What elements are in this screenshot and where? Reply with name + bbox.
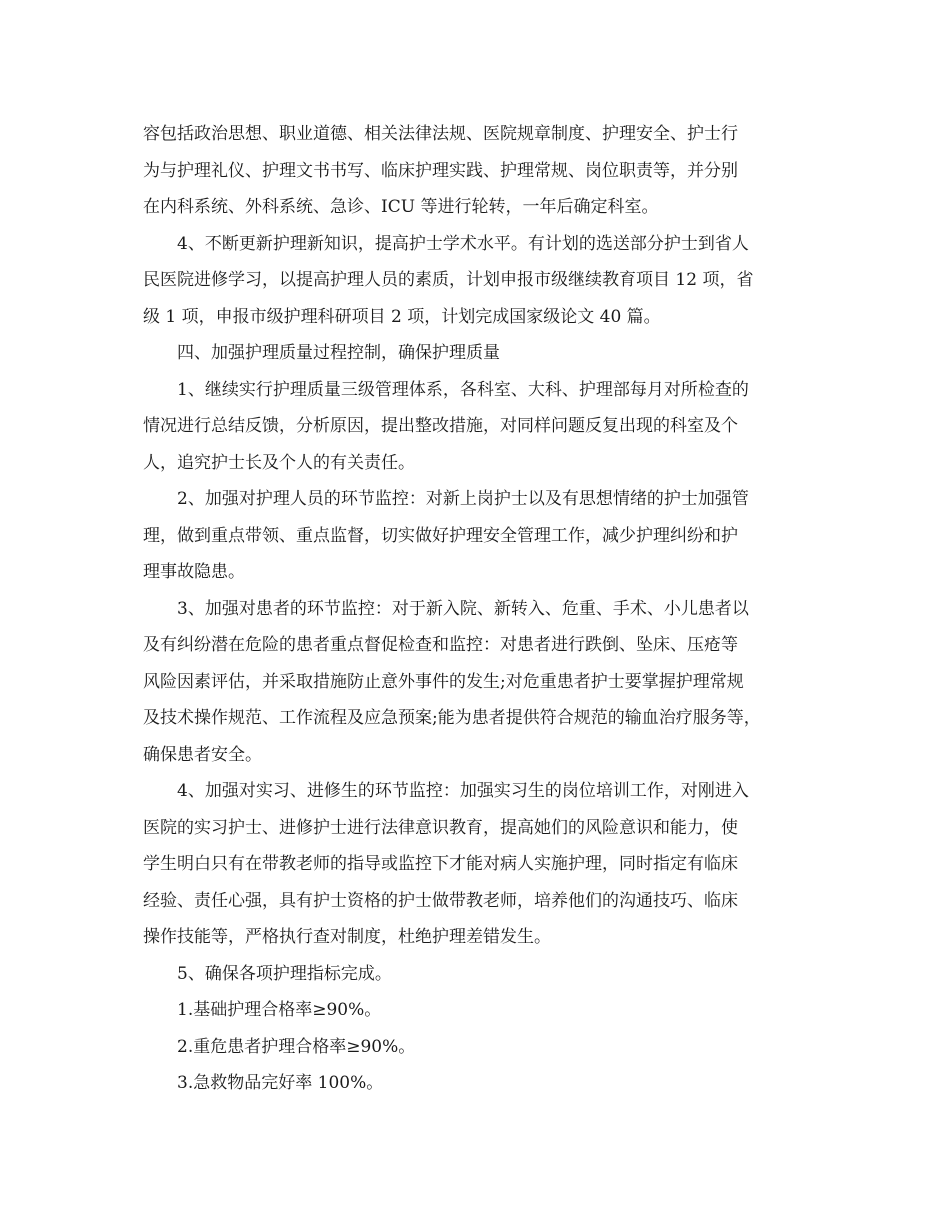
text-line: 4、加强对实习、进修生的环节监控：加强实习生的岗位培训工作，对刚进入 xyxy=(177,781,749,801)
indicator-emergency-supplies-rate xyxy=(143,1065,808,1102)
text-line: 风险因素评估，并采取措施防止意外事件的发生;对危重患者护士要掌握护理常规 xyxy=(143,671,744,692)
paragraph-item-4-knowledge xyxy=(143,226,808,336)
text-line: 及技术操作规范、工作流程及应急预案;能为患者提供符合规范的输血治疗服务等， xyxy=(143,708,761,728)
text-line: 民医院进修学习，以提高护理人员的素质，计划申报市级继续教育项目 12 项，省 xyxy=(143,270,754,290)
text-line: 经验、责任心强，具有护士资格的护士做带教老师，培养他们的沟通技巧、临床 xyxy=(143,890,738,911)
text-line: 容包括政治思想、职业道德、相关法律法规、医院规章制度、护理安全、护士行 xyxy=(143,124,738,144)
text-line: 学生明白只有在带教老师的指导或监控下才能对病人实施护理，同时指定有临床 xyxy=(143,854,738,874)
text-line: 级 1 项，申报市级护理科研项目 2 项，计划完成国家级论文 40 篇。 xyxy=(143,306,661,327)
paragraph-item-1-management xyxy=(143,372,808,482)
text-line: 操作技能等，严格执行查对制度，杜绝护理差错发生。 xyxy=(143,927,551,947)
indicator-critical-care-rate xyxy=(143,1029,808,1066)
document-body xyxy=(143,116,808,1102)
paragraph-item-4-intern-monitoring xyxy=(143,773,808,956)
paragraph-item-2-staff-monitoring xyxy=(143,481,808,591)
text-line: 5、确保各项护理指标完成。 xyxy=(177,963,392,984)
text-line: 确保患者安全。 xyxy=(143,744,262,765)
text-line: 及有纠纷潜在危险的患者重点督促检查和监控：对患者进行跌倒、坠床、压疮等 xyxy=(143,635,738,655)
paragraph-item-3-patient-monitoring xyxy=(143,591,808,774)
text-line: 2.重危患者护理合格率≥90%。 xyxy=(177,1036,416,1057)
text-line: 医院的实习护士、进修护士进行法律意识教育，提高她们的风险意识和能力，使 xyxy=(143,817,738,838)
indicator-basic-care-rate xyxy=(143,992,808,1029)
text-line: 1、继续实行护理质量三级管理体系，各科室、大科、护理部每月对所检查的 xyxy=(177,379,749,400)
text-line: 人，追究护士长及个人的有关责任。 xyxy=(143,452,415,473)
text-line: 1.基础护理合格率≥90%。 xyxy=(177,1000,382,1020)
section-heading-quality-control xyxy=(143,335,808,372)
paragraph-item-5-indicators xyxy=(143,956,808,993)
text-line: 在内科系统、外科系统、急诊、ICU 等进行轮转，一年后确定科室。 xyxy=(143,197,659,217)
section-heading: 四、加强护理质量过程控制，确保护理质量 xyxy=(177,343,500,363)
paragraph-training-content xyxy=(143,116,808,226)
text-line: 情况进行总结反馈，分析原因，提出整改措施，对同样问题反复出现的科室及个 xyxy=(143,416,738,436)
text-line: 2、加强对护理人员的环节监控：对新上岗护士以及有思想情绪的护士加强管 xyxy=(177,489,749,509)
text-line: 理事故隐患。 xyxy=(143,562,245,582)
text-line: 3、加强对患者的环节监控：对于新入院、新转入、危重、手术、小儿患者以 xyxy=(177,598,749,619)
text-line: 4、不断更新护理新知识，提高护士学术水平。有计划的选送部分护士到省人 xyxy=(177,233,749,254)
text-line: 3.急救物品完好率 100%。 xyxy=(177,1073,384,1093)
text-line: 理，做到重点带领、重点监督，切实做好护理安全管理工作，减少护理纠纷和护 xyxy=(143,525,738,546)
text-line: 为与护理礼仪、护理文书书写、临床护理实践、护理常规、岗位职责等，并分别 xyxy=(143,160,738,181)
